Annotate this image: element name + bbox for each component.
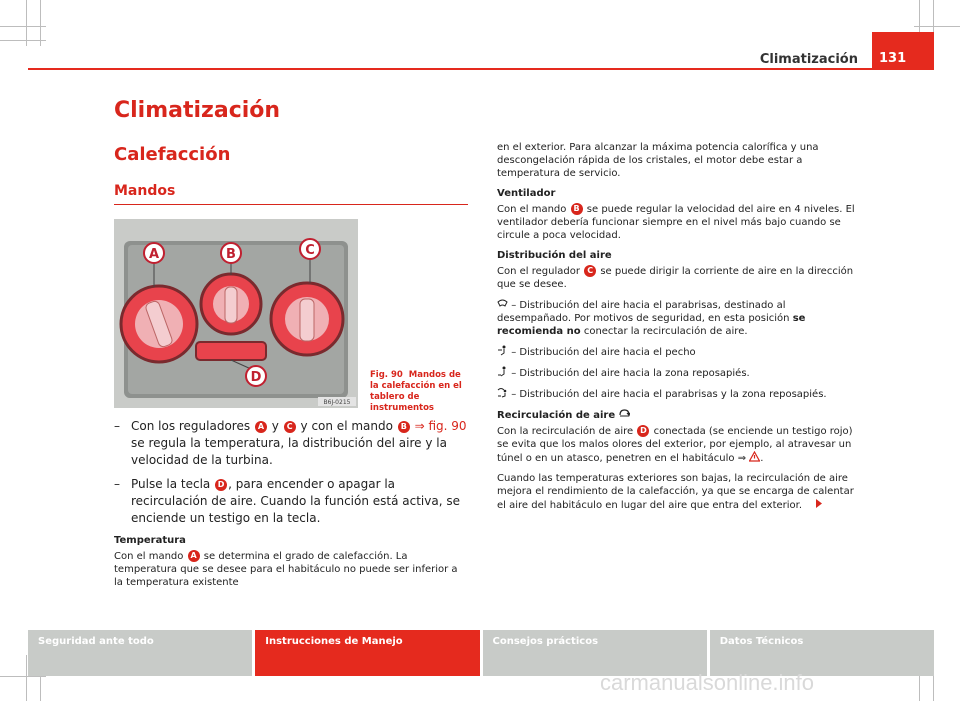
crop-mark [914, 26, 960, 27]
page-number: 131 [879, 51, 907, 66]
windscreen-defrost-icon [497, 298, 508, 309]
fan-paragraph [497, 203, 857, 242]
warning-icon[interactable] [749, 451, 760, 462]
crop-mark [0, 40, 46, 41]
running-header-title: Climatización [759, 52, 858, 67]
recirculation-paragraph: Con la recirculación de aire D conectada (se enciende un testigo rojo) se evita que los malos olores del exterior, por ejemplo, al atravesar un túnel o en un atasco, penetren en el habitáculo ⇒ . [497, 426, 853, 464]
paragraph-text: Cuando las temperaturas exteriores son bajas, la recirculación de aire mejora el rendimiento de la calefacción, ya que se encarga de calentar el aire del habitáculo en lugar del aire que entra del exterior. [497, 473, 854, 511]
header-rule [28, 68, 934, 70]
paragraph-text: conectar la recirculación de aire. [583, 326, 748, 337]
instruction-text: Pulse la tecla [131, 477, 211, 491]
cold-weather-paragraph [497, 472, 857, 512]
recirculation-heading [497, 408, 857, 422]
temperature-paragraph [114, 550, 468, 589]
paragraph-text: – Distribución del aire hacia el parabrisas, destinado al desempañado. Por motivos de seguridad, en esta posición [497, 300, 790, 324]
distribution-heading: Distribución del aire [497, 250, 612, 261]
figure-caption [370, 370, 470, 414]
air-to-feet-icon [497, 366, 508, 377]
fan-heading: Ventilador [497, 188, 556, 199]
paragraph-text: Con el regulador [497, 266, 580, 277]
tab-datos[interactable]: Datos Técnicos [710, 630, 934, 676]
tab-instrucciones[interactable]: Instrucciones de Manejo [255, 630, 479, 676]
instruction-text: y con el mando [300, 419, 393, 433]
crop-mark [0, 26, 46, 27]
paragraph-text: – Distribución del aire hacia el parabrisas y la zona reposapiés. [511, 389, 827, 400]
subsection-rule [114, 204, 468, 205]
distribution-paragraph [497, 265, 857, 291]
ref-badge-b: B [571, 203, 583, 215]
ref-badge-b: B [398, 421, 410, 433]
paragraph-text: Con el mando [114, 551, 184, 562]
instruction-item: – Pulse la tecla D , para encender o apagar la recirculación de aire. Cuando la función está activa, se enciende un testigo en la tecla. [114, 477, 460, 525]
instruction-text: , para encender o apagar la recirculación de aire. Cuando la función está activa, se enciende un testigo en la tecla. [131, 477, 460, 525]
left-column [114, 418, 468, 596]
heater-controls-illustration [114, 219, 358, 408]
ref-badge-a: A [188, 550, 200, 562]
paragraph-text: Con la recirculación de aire [497, 426, 634, 437]
instruction-text: Con los reguladores [131, 419, 251, 433]
distribution-windscreen-feet-item [497, 387, 857, 401]
marker-b: B [226, 247, 236, 262]
section-title: Calefacción [114, 144, 231, 165]
figure-caption-label: Fig. 90 [370, 370, 403, 380]
marker-d: D [250, 370, 262, 385]
air-to-chest-icon [497, 345, 508, 356]
crop-mark [0, 676, 46, 677]
figure-code: B6J-0215 [323, 399, 351, 406]
marker-a: A [148, 247, 160, 262]
paragraph-text: se puede regular la velocidad del aire en 4 niveles. El ventilador debería funcionar siempre en el nivel más bajo cuando se circule a poca velocidad. [497, 204, 855, 241]
continue-arrow-icon [813, 498, 824, 509]
paragraph-text: conectada (se enciende un testigo rojo) se evita que los malos olores del exterior, por ejemplo, al atravesar un túnel o en un atasco, penetren en el habitáculo ⇒ [497, 426, 853, 464]
instruction-item: – Con los reguladores A y C y con el mando B ⇒ fig. 90 se regula la temperatura, la distribución del aire y la velocidad de la turbina. [114, 419, 467, 467]
temperature-heading: Temperatura [114, 535, 186, 546]
tab-consejos[interactable]: Consejos prácticos [483, 630, 707, 676]
windscreen-and-feet-icon [497, 387, 508, 398]
marker-c: C [305, 243, 315, 258]
watermark: carmanualsonline.info [600, 670, 815, 695]
crop-mark [26, 655, 27, 701]
distribution-windscreen-item [497, 298, 857, 338]
right-column [497, 141, 857, 519]
heading-text: Recirculación de aire [497, 410, 616, 421]
paragraph-text: – Distribución del aire hacia el pecho [511, 347, 696, 358]
ref-badge-c: C [284, 421, 296, 433]
chapter-title: Climatización [114, 98, 281, 123]
distribution-feet-item [497, 366, 857, 380]
paragraph-text: se recomienda no [497, 313, 806, 337]
ref-badge-a: A [255, 421, 267, 433]
figure-caption-text: Mandos de la calefacción en el tablero de instrumentos [370, 370, 462, 413]
paragraph-text: Con el mando [497, 204, 567, 215]
ref-badge-c: C [584, 265, 596, 277]
heater-controls-figure [114, 219, 358, 408]
paragraph-text: se determina el grado de calefacción. La temperatura que se desee para el habitáculo no puede ser inferior a la temperatura existente [114, 551, 458, 588]
instruction-text: se regula la temperatura, la distribución del aire y la velocidad de la turbina. [131, 436, 447, 467]
instruction-text: y [271, 419, 279, 433]
figure-reference-link[interactable]: ⇒ fig. 90 [414, 419, 467, 433]
ref-badge-d: D [637, 425, 649, 437]
subsection-title: Mandos [114, 183, 176, 199]
distribution-chest-item [497, 345, 857, 359]
tab-seguridad[interactable]: Seguridad ante todo [28, 630, 252, 676]
paragraph-text: – Distribución del aire hacia la zona reposapiés. [511, 368, 750, 379]
recirculation-icon [619, 408, 630, 419]
paragraph-text: se puede dirigir la corriente de aire en la dirección que se desee. [497, 266, 854, 290]
intro-paragraph: en el exterior. Para alcanzar la máxima potencia calorífica y una descongelación rápida de los cristales, el motor debe estar a temperatura de servicio. [497, 142, 819, 179]
ref-badge-d: D [215, 479, 227, 491]
